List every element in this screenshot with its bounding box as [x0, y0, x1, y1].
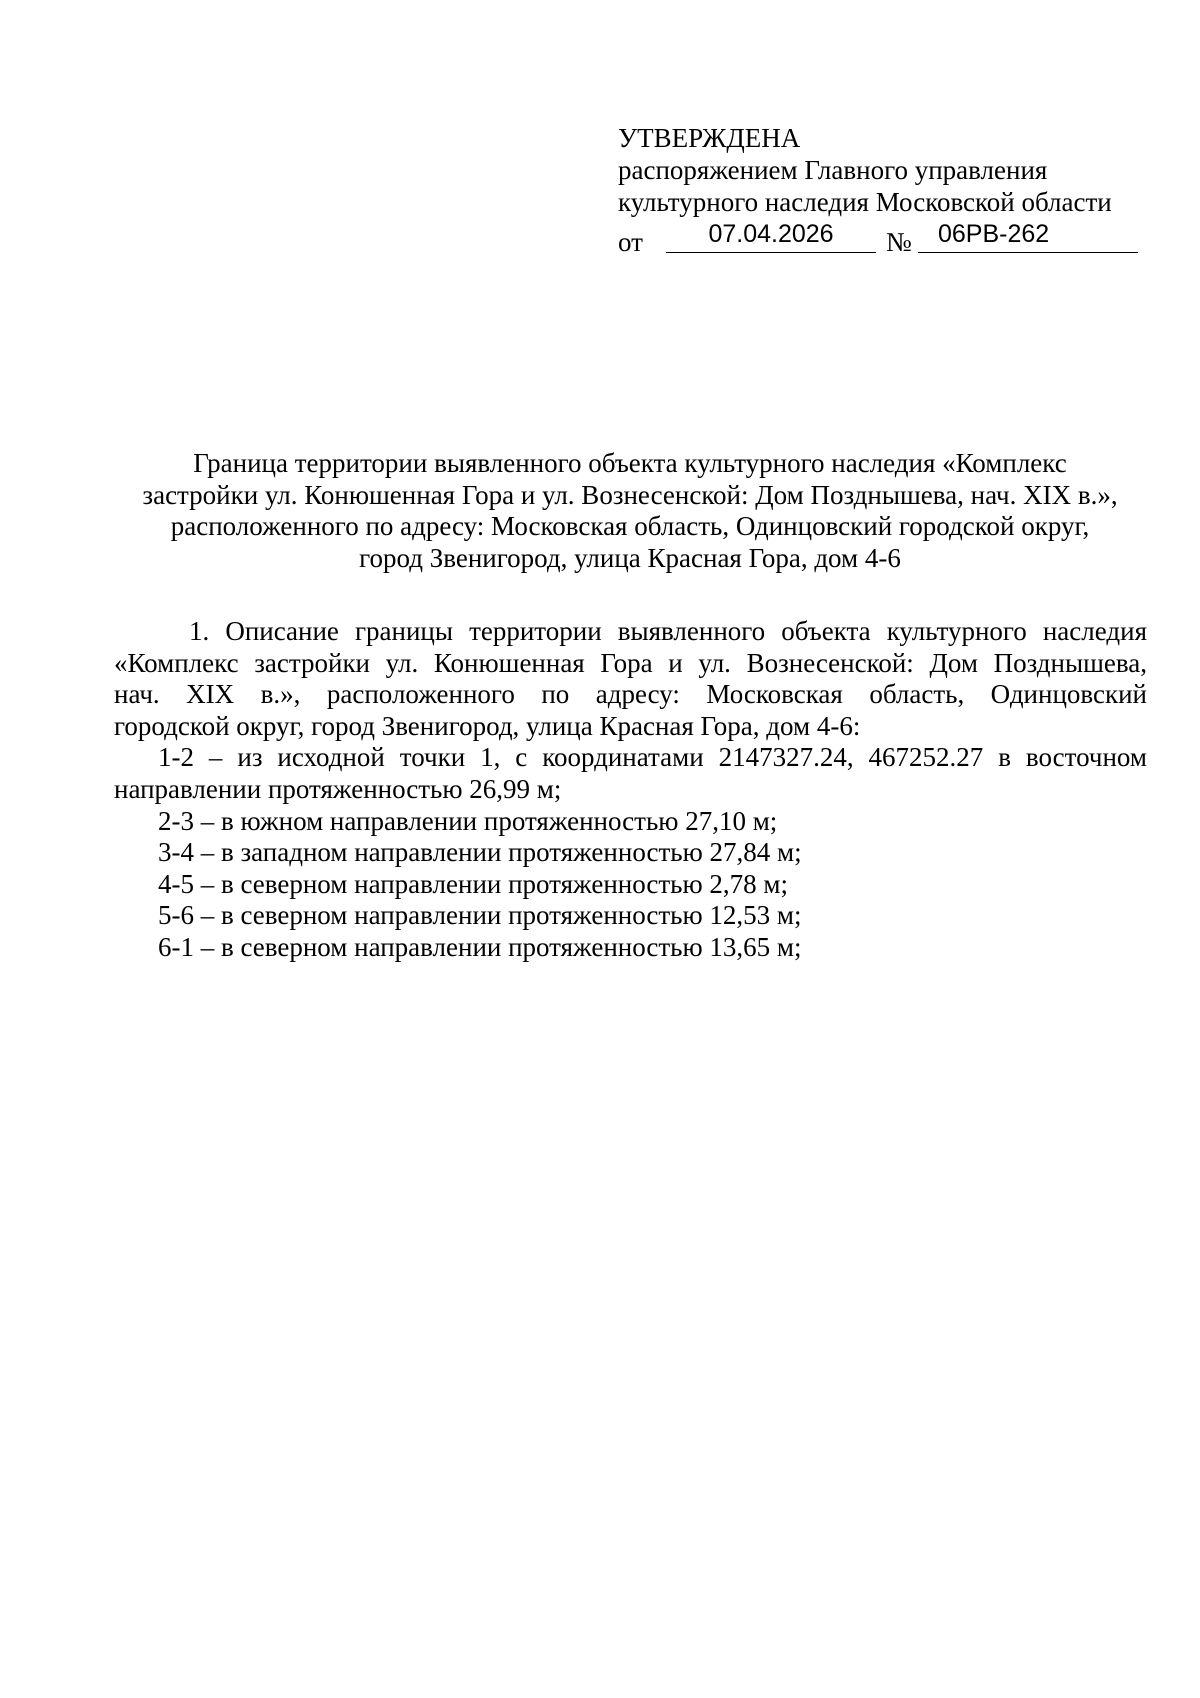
date-prefix: от [618, 227, 643, 257]
title-line-3: расположенного по адресу: Московская область, Одинцовский городской округ, [170, 511, 1090, 541]
approval-line-1: распоряжением Главного управления [618, 155, 1048, 185]
number-sign: № [886, 227, 912, 257]
approval-date: 07.04.2026 [666, 218, 876, 253]
title-line-2: застройки ул. Конюшенная Гора и ул. Вознесенской: Дом Позднышева, нач. XIX в.», [142, 479, 1118, 510]
segment-5-6: 5-6 – в северном направлении протяженностью 12,53 м; [158, 900, 802, 931]
approval-date-row [618, 218, 1178, 257]
approval-number: 06РВ-262 [918, 218, 1138, 253]
segment-1-2-line-1: 1-2 – из исходной точки 1, с координатами 2147327.24, 467252.27 в восточном [158, 742, 1147, 773]
document-body [114, 616, 1147, 964]
section1-line-3: нач. XIX в.», расположенного по адресу: Московская область, Одинцовский [114, 679, 1147, 710]
segment-1-2-line-2: направлении протяженностью 26,99 м; [114, 773, 562, 804]
approval-stamp [618, 122, 1178, 257]
segment-2-3: 2-3 – в южном направлении протяженностью 27,10 м; [158, 805, 778, 836]
segment-6-1: 6-1 – в северном направлении протяженностью 13,65 м; [158, 931, 802, 962]
section1-line-1: 1. Описание границы территории выявленного объекта культурного наследия [189, 616, 1147, 646]
segment-3-4: 3-4 – в западном направлении протяженностью 27,84 м; [158, 837, 802, 868]
title-line-1: Граница территории выявленного объекта культурного наследия «Комплекс [193, 448, 1067, 478]
section1-line-2: «Комплекс застройки ул. Конюшенная Гора и ул. Вознесенской: Дом Позднышева, [114, 647, 1147, 678]
document-title [110, 448, 1150, 574]
approval-line-2: культурного наследия Московской области [618, 187, 1112, 217]
title-line-4: город Звенигород, улица Красная Гора, дом 4-6 [359, 542, 901, 573]
approval-heading: УТВЕРЖДЕНА [618, 123, 801, 153]
section1-line-4: городской округ, город Звенигород, улица Красная Гора, дом 4-6: [114, 710, 861, 741]
segment-4-5: 4-5 – в северном направлении протяженностью 2,78 м; [158, 868, 789, 899]
